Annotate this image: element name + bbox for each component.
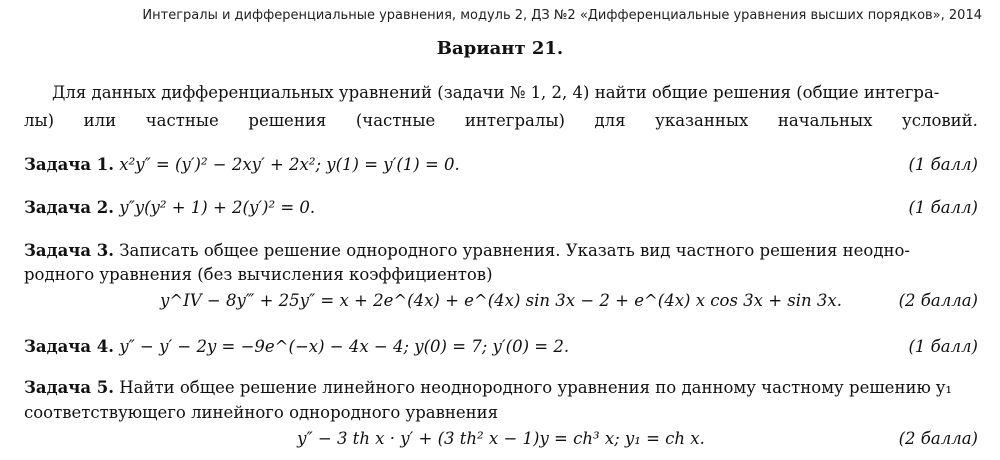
intro-line-2 bbox=[24, 110, 978, 132]
task-3-text-1: Записать общее решение однородного уравнения. Указать вид частного решения неодно- bbox=[119, 241, 911, 260]
task-1-title: Задача 1. bbox=[24, 155, 115, 174]
intro-word: начальных bbox=[777, 111, 873, 130]
task-4-title: Задача 4. bbox=[24, 337, 115, 356]
task-1 bbox=[24, 154, 978, 176]
task-5-line-1 bbox=[24, 377, 978, 399]
intro-word: решения bbox=[248, 111, 327, 130]
intro-line-1: Для данных дифференциальных уравнений (задачи № 1, 2, 4) найти общие решения (общие интегра- bbox=[52, 83, 940, 102]
task-1-equation: x²y″ = (y′)² − 2xy′ + 2x²; y(1) = y′(1) = 0. bbox=[119, 155, 460, 174]
task-1-points: (1 балл) bbox=[908, 155, 978, 174]
task-2-title: Задача 2. bbox=[24, 198, 115, 217]
task-5-points: (2 балла) bbox=[898, 429, 978, 448]
task-5-equation-line bbox=[24, 428, 978, 450]
task-2-points: (1 балл) bbox=[908, 198, 978, 217]
intro-word: интегралы) bbox=[464, 111, 565, 130]
intro-word: указанных bbox=[655, 111, 749, 130]
intro-word: для bbox=[594, 111, 626, 130]
intro-word: частные bbox=[145, 111, 219, 130]
task-3-line-1 bbox=[24, 240, 978, 262]
task-3-text-2: родного уравнения (без вычисления коэффициентов) bbox=[24, 265, 493, 284]
task-2-equation: y″y(y² + 1) + 2(y′)² = 0. bbox=[119, 198, 316, 217]
variant-title: Вариант 21. bbox=[436, 38, 564, 59]
page-header: Интегралы и дифференциальные уравнения, модуль 2, ДЗ №2 «Дифференциальные уравнения высших порядков», 2014 bbox=[142, 8, 982, 23]
task-3-points: (2 балла) bbox=[898, 291, 978, 310]
task-4-equation: y″ − y′ − 2y = −9e^(−x) − 4x − 4; y(0) = 7; y′(0) = 2. bbox=[119, 337, 570, 356]
intro-word: условий. bbox=[902, 111, 978, 130]
task-3-equation: y^IV − 8y‴ + 25y″ = x + 2e^(4x) + e^(4x) sin 3x − 2 + e^(4x) x cos 3x + sin 3x. bbox=[160, 291, 842, 310]
intro-word: (частные bbox=[355, 111, 436, 130]
intro-word: или bbox=[83, 111, 117, 130]
task-2 bbox=[24, 197, 978, 219]
task-4-points: (1 балл) bbox=[908, 337, 978, 356]
task-3-title: Задача 3. bbox=[24, 241, 115, 260]
task-3-equation-line bbox=[24, 290, 978, 312]
intro-word: лы) bbox=[24, 111, 55, 130]
task-4 bbox=[24, 336, 978, 358]
task-5-title: Задача 5. bbox=[24, 378, 115, 397]
task-5-equation: y″ − 3 th x · y′ + (3 th² x − 1)y = ch³ x; y₁ = ch x. bbox=[297, 429, 705, 448]
task-5-text-2: соответствующего линейного однородного уравнения bbox=[24, 403, 499, 422]
task-5-text-1: Найти общее решение линейного неоднородного уравнения по данному частному решению y₁ bbox=[119, 378, 952, 397]
